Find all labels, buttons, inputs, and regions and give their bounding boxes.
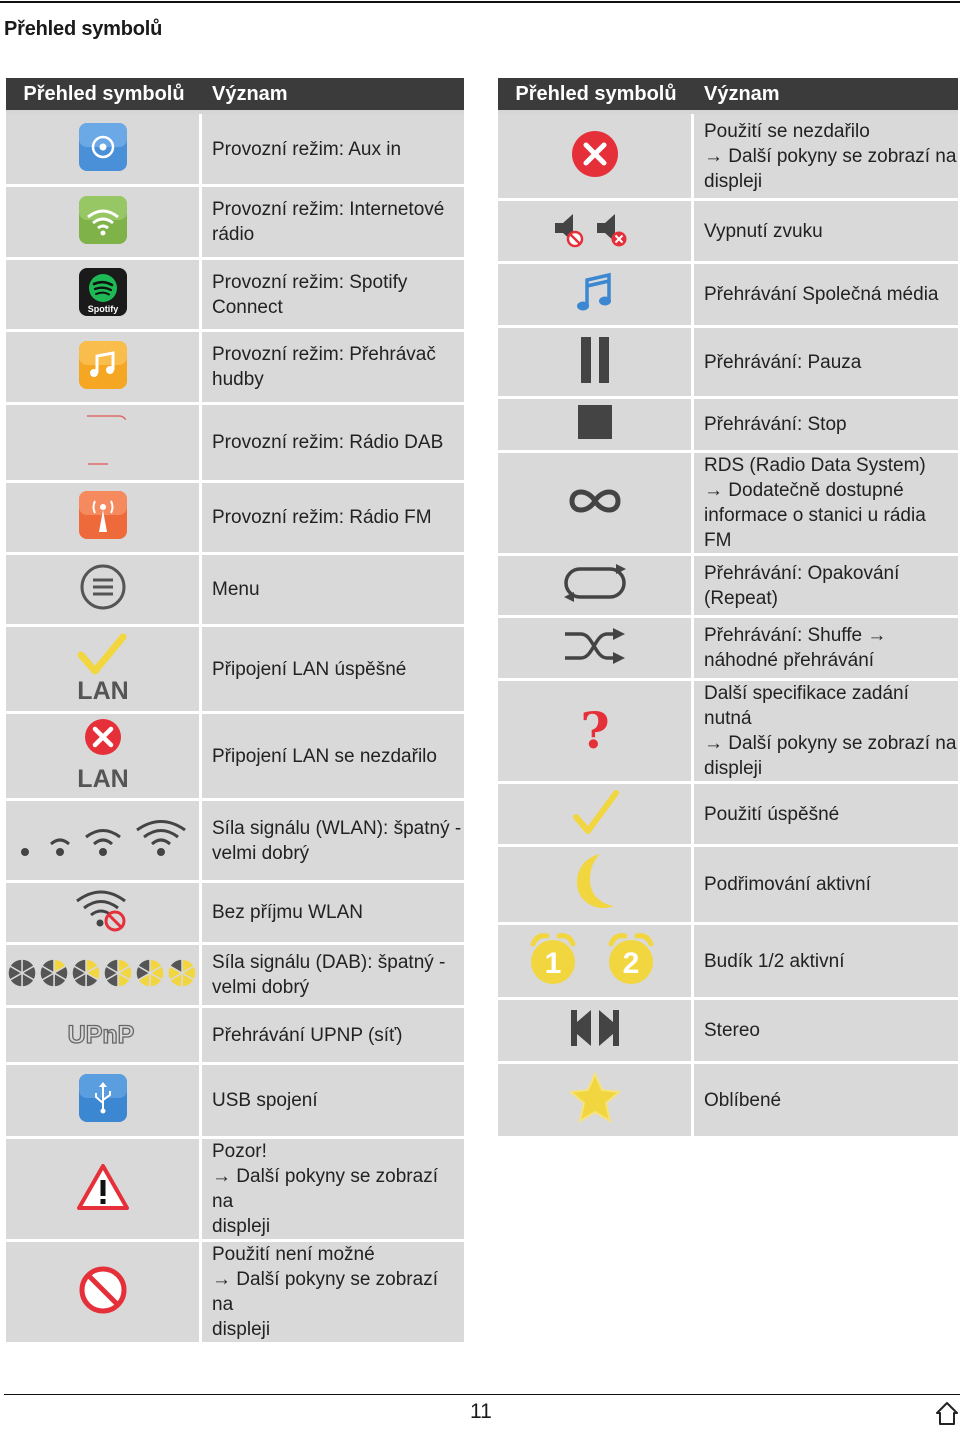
row-text: Přehrávání: Pauza [694, 328, 958, 399]
header-meaning: Význam [202, 78, 464, 114]
dab-signal-level-2 [72, 959, 100, 987]
usb-icon [78, 1073, 128, 1128]
upnp-icon [63, 1015, 143, 1056]
favorite-star-icon [569, 1072, 621, 1129]
music-player-icon [78, 340, 128, 395]
table-row [6, 405, 464, 483]
table-row [498, 328, 958, 399]
row-text: Stereo [694, 1000, 958, 1064]
sleep-moon-icon [572, 852, 618, 917]
row-text: USB spojení [202, 1065, 464, 1139]
row-text: Pozor! → Další pokyny se zobrazí na displeji [202, 1139, 464, 1242]
row-text: Síla signálu (DAB): špatný - velmi dobrý [202, 945, 464, 1008]
row-text: Podřimování aktivní [694, 847, 958, 925]
row-text: Přehrávání: Shuffe → náhodné přehrávání [694, 618, 958, 681]
svg-text:?: ? [579, 703, 610, 754]
header-symbol: Přehled symbolů [498, 78, 694, 114]
dab-signal-level-4 [136, 959, 164, 987]
row-text: Provozní režim: Aux in [202, 114, 464, 187]
mute-icon [553, 209, 637, 254]
table-row [498, 453, 958, 556]
fm-radio-icon [78, 490, 128, 545]
svg-text:LAN: LAN [76, 764, 129, 791]
row-text: Provozní režim: Internetové rádio [202, 187, 464, 260]
bottom-rule [4, 1394, 960, 1395]
table-row [6, 187, 464, 260]
success-check-icon [570, 787, 620, 842]
page-title: Přehled symbolů [4, 18, 163, 40]
row-text: Provozní režim: Rádio FM [202, 483, 464, 555]
table-row [6, 883, 464, 945]
dab-signal-level-0 [8, 959, 36, 987]
warning-icon [76, 1162, 130, 1217]
row-text: Použití úspěšné [694, 784, 958, 847]
row-text: RDS (Radio Data System) → Dodatečně dostupné informace o stanici u rádia FM [694, 453, 958, 556]
row-text: Menu [202, 555, 464, 627]
row-text: Přehrávání Společná média [694, 264, 958, 328]
table-row [6, 1139, 464, 1242]
wlan-signal-icon [13, 816, 193, 865]
header-symbol: Přehled symbolů [6, 78, 202, 114]
lan-success-icon [73, 631, 133, 708]
table-row [6, 1008, 464, 1065]
lan-failed-icon [73, 717, 133, 796]
table-row [6, 714, 464, 801]
header-meaning: Význam [694, 78, 958, 114]
stop-icon [577, 404, 613, 445]
svg-text:2: 2 [622, 946, 639, 980]
aux-in-icon [78, 122, 128, 177]
symbol-table-left [6, 78, 464, 1345]
table-row [498, 114, 958, 201]
svg-text:LAN: LAN [76, 676, 129, 703]
menu-icon [78, 562, 128, 617]
table-row [6, 332, 464, 405]
dab-signal-level-5 [168, 959, 196, 987]
table-row [6, 801, 464, 883]
row-text: Budík 1/2 aktivní [694, 925, 958, 1000]
table-row [498, 399, 958, 453]
table-row [498, 618, 958, 681]
table-row [6, 483, 464, 555]
row-text: Přehrávání UPNP (síť) [202, 1008, 464, 1065]
table-row [498, 681, 958, 784]
table-row [498, 1000, 958, 1064]
error-icon [570, 129, 620, 184]
row-text: Připojení LAN úspěšné [202, 627, 464, 714]
row-text: Provozní režim: Rádio DAB [202, 405, 464, 483]
svg-text:Spotify: Spotify [87, 304, 118, 314]
table-row [6, 627, 464, 714]
row-text: Síla signálu (WLAN): špatný - velmi dobrý [202, 801, 464, 883]
table-row [6, 1242, 464, 1345]
dab-signal-level-1 [40, 959, 68, 987]
table-row [6, 945, 464, 1008]
table-row [498, 556, 958, 618]
internet-radio-icon [78, 195, 128, 250]
table-row [6, 260, 464, 332]
row-text: Bez příjmu WLAN [202, 883, 464, 945]
symbol-table-right [498, 78, 958, 1139]
table-row [6, 555, 464, 627]
home-icon[interactable] [934, 1400, 960, 1431]
table-row [498, 784, 958, 847]
row-text: Přehrávání: Opakování (Repeat) [694, 556, 958, 618]
pause-icon [579, 335, 611, 390]
question-icon [578, 704, 612, 759]
row-text: Použití se nezdařilo → Další pokyny se zobrazí na displeji [694, 114, 958, 201]
row-text: Přehrávání: Stop [694, 399, 958, 453]
table-row [498, 201, 958, 264]
rds-icon [568, 484, 622, 523]
table-row [498, 1064, 958, 1139]
row-text: Další specifikace zadání nutná → Další pokyny se zobrazí na displeji [694, 681, 958, 784]
stereo-icon [569, 1008, 621, 1053]
row-text: Vypnutí zvuku [694, 201, 958, 264]
dab-signal-icon [8, 956, 198, 995]
shared-media-icon [575, 270, 615, 319]
alarm-icon [525, 930, 665, 993]
not-possible-icon [77, 1264, 129, 1321]
shuffle-icon [563, 626, 627, 671]
spotify-icon [78, 267, 128, 322]
repeat-icon [560, 563, 630, 608]
svg-text:1: 1 [544, 946, 561, 980]
row-text: Provozní režim: Spotify Connect [202, 260, 464, 332]
no-wlan-icon [73, 887, 133, 938]
table-row [498, 264, 958, 328]
row-text: Použití není možné → Další pokyny se zobrazí na displeji [202, 1242, 464, 1345]
table-row [6, 1065, 464, 1139]
svg-text:UPnP: UPnP [67, 1020, 134, 1049]
page-number: 11 [470, 1400, 492, 1423]
row-text: Oblíbené [694, 1064, 958, 1139]
dab-signal-level-3 [104, 959, 132, 987]
table-row [6, 114, 464, 187]
table-row [498, 925, 958, 1000]
row-text: Připojení LAN se nezdařilo [202, 714, 464, 801]
row-text: Provozní režim: Přehrávač hudby [202, 332, 464, 405]
top-rule [0, 1, 960, 3]
dab-radio-icon [75, 412, 131, 473]
table-row [498, 847, 958, 925]
